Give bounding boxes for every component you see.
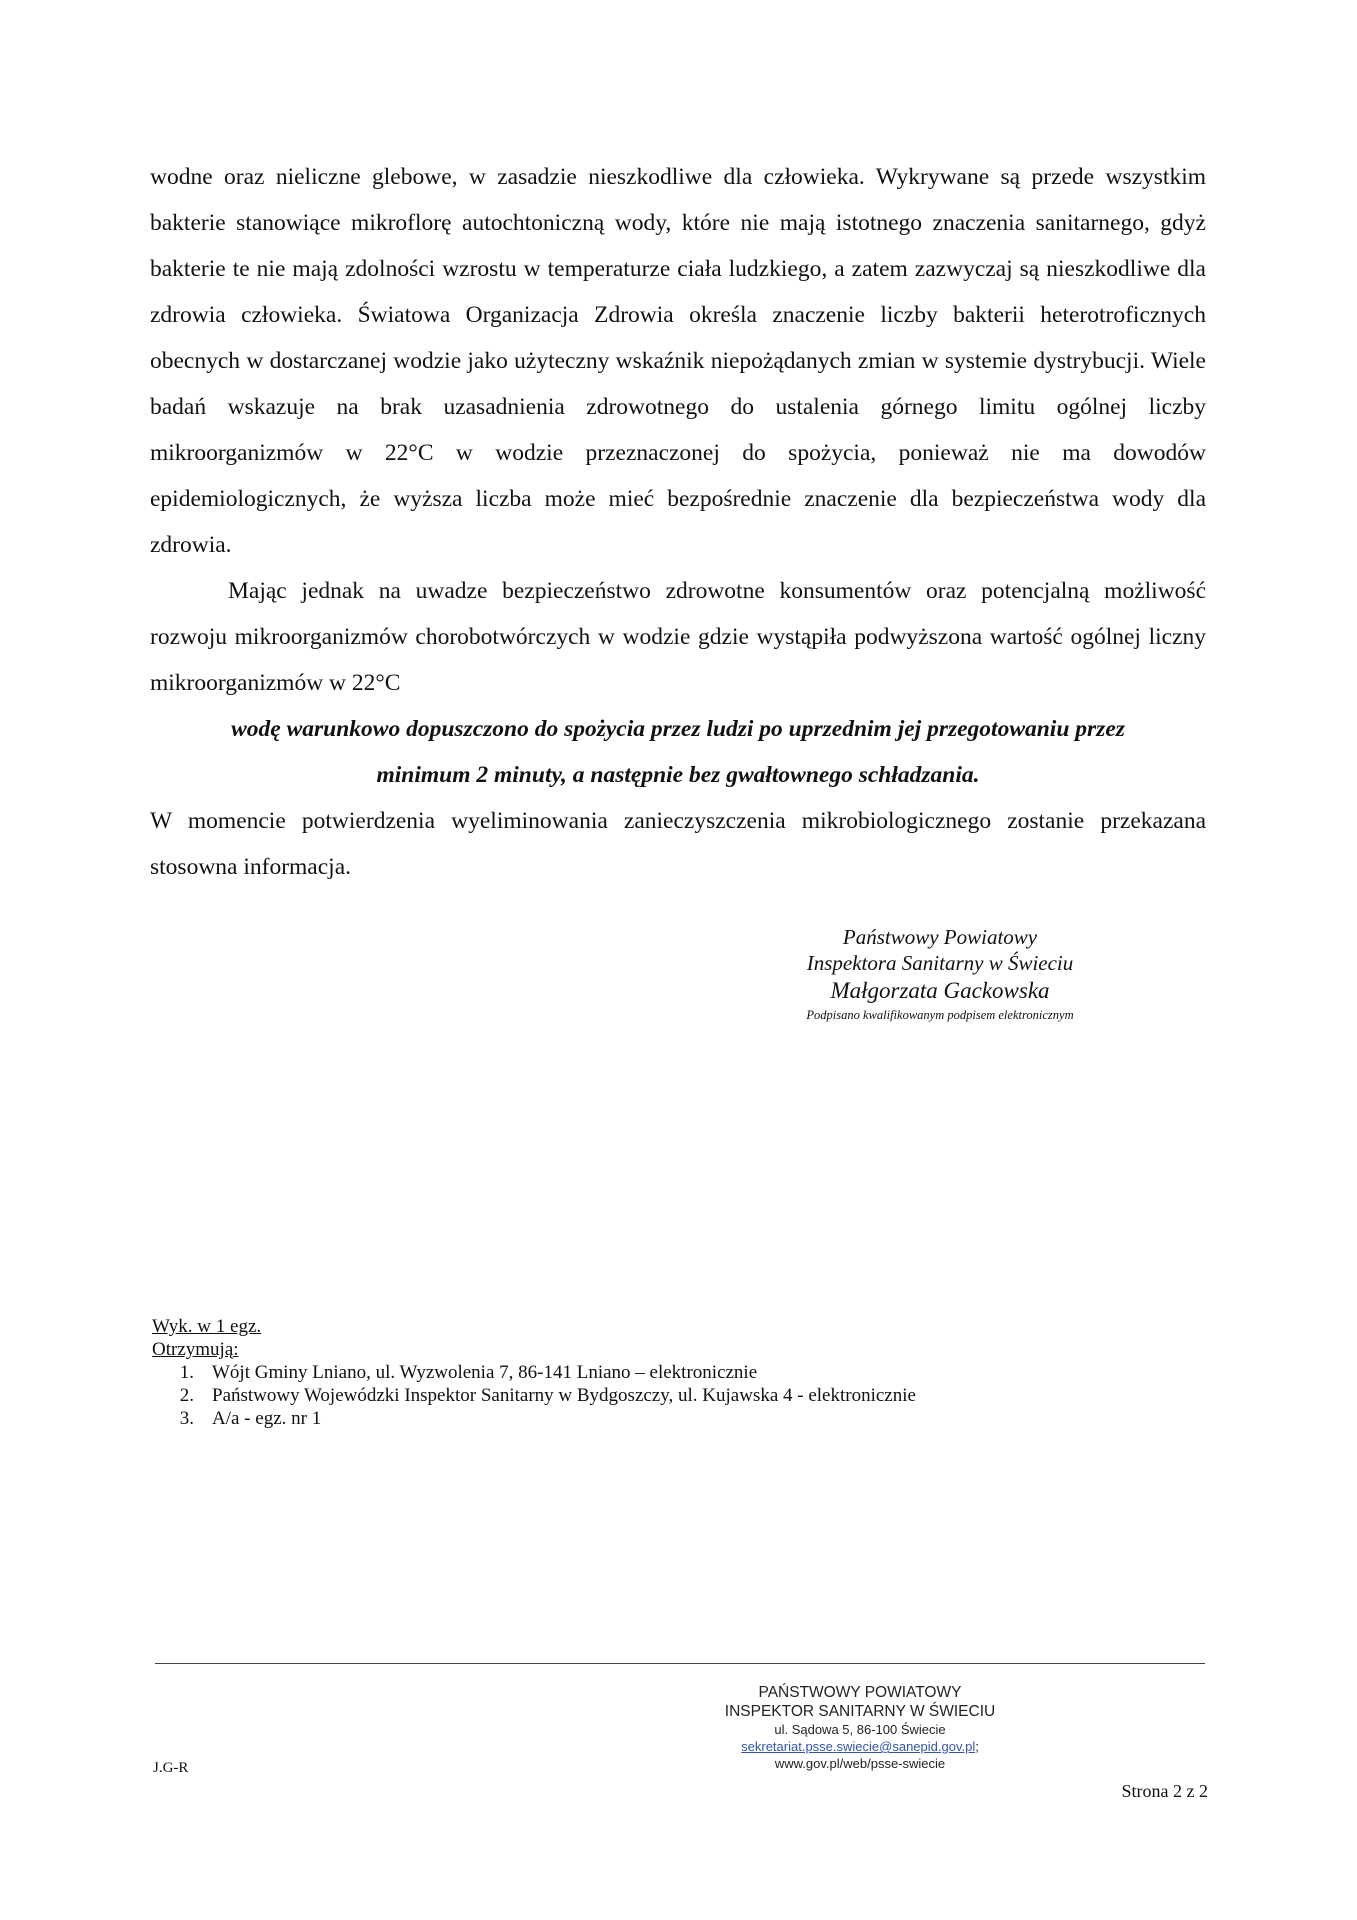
footer-address: ul. Sądowa 5, 86-100 Świecie: [774, 1722, 946, 1737]
footer-separator: ;: [975, 1739, 979, 1754]
body-paragraph-1: wodne oraz nieliczne glebowe, w zasadzie nieszkodliwe dla człowieka. Wykrywane są przede wszystkim bakterie stanowiące mikroflorę autochtoniczną wody, które nie mają istotnego znaczenia sanitarnego, gdyż bakterie te nie mają zdolności wzrostu w temperaturze ciała ludzkiego, a zatem zazwyczaj są nieszkodliwe dla zdrowia człowieka. Światowa Organizacja Zdrowia określa znaczenie liczby bakterii heterotroficznych obecnych w dostarczanej wodzie jako użyteczny wskaźnik niepożądanych zmian w systemie dystrybucji. Wiele badań wskazuje na brak uzasadnienia zdrowotnego do ustalenia górnego limitu ogólnej liczby mikroorganizmów w 22°C w wodzie przeznaczonej do spożycia, ponieważ nie ma dowodów epidemiologicznych, że wyższa liczba może mieć bezpośrednie znaczenie dla bezpieczeństwa wody dla zdrowia.: [150, 164, 1206, 558]
recipient-number: 1.: [179, 1362, 194, 1383]
electronic-signature-note: Podpisano kwalifikowanym podpisem elektronicznym: [806, 1008, 1074, 1022]
recipient-text: Wójt Gminy Lniano, ul. Wyzwolenia 7, 86-141 Lniano – elektronicznie: [212, 1362, 758, 1383]
signatory-name: Małgorzata Gackowska: [830, 978, 1050, 1003]
footer-contact: [680, 1738, 1040, 1772]
recipient-item: [152, 1361, 1152, 1384]
body-paragraph-3: W momencie potwierdzenia wyeliminowania zanieczyszczenia mikrobiologicznego zostanie przekazana stosowna informacja.: [150, 808, 1206, 880]
footer-email-link[interactable]: sekretariat.psse.swiecie@sanepid.gov.pl: [741, 1739, 976, 1754]
page-number: Strona 2 z 2: [1121, 1781, 1208, 1801]
recipient-text: A/a - egz. nr 1: [212, 1408, 322, 1429]
body-paragraph-2: Mając jednak na uwadze bezpieczeństwo zdrowotne konsumentów oraz potencjalną możliwość rozwoju mikroorganizmów chorobotwórczych w wodzie gdzie wystąpiła podwyższona wartość ogólnej liczny mikroorganizmów w 22°C: [150, 578, 1206, 696]
recipients-block: [152, 1315, 1152, 1430]
letter-body: [150, 154, 1206, 890]
recipients-list: [152, 1361, 1152, 1430]
signature-block: [740, 924, 1140, 1024]
author-initials: J.G-R: [153, 1760, 189, 1776]
signature-title-line-2: Inspektora Sanitarny w Świeciu: [806, 951, 1074, 975]
signature-title-line-1: Państwowy Powiatowy: [842, 925, 1038, 949]
footer-divider: [155, 1663, 1205, 1664]
footer-institution-line-2: INSPEKTOR SANITARNY W ŚWIECIU: [724, 1703, 996, 1720]
copies-note: Wyk. w 1 egz.: [152, 1316, 262, 1337]
recipient-number: 2.: [179, 1385, 194, 1406]
footer-institution: [680, 1683, 1040, 1772]
recipient-number: 3.: [179, 1408, 194, 1429]
recipient-item: [152, 1384, 1152, 1407]
conclusion-line-1: wodę warunkowo dopuszczono do spożycia przez ludzi po uprzednim jej przegotowaniu przez: [231, 716, 1125, 742]
recipients-heading: Otrzymują:: [152, 1339, 239, 1360]
footer-website: www.gov.pl/web/psse-swiecie: [774, 1756, 946, 1771]
footer-institution-line-1: PAŃSTWOWY POWIATOWY: [758, 1684, 962, 1701]
recipient-item: [152, 1407, 1152, 1430]
recipient-text: Państwowy Wojewódzki Inspektor Sanitarny w Bydgoszczy, ul. Kujawska 4 - elektronicznie: [212, 1385, 916, 1406]
conclusion-line-2: minimum 2 minuty, a następnie bez gwałtownego schładzania.: [376, 762, 980, 788]
